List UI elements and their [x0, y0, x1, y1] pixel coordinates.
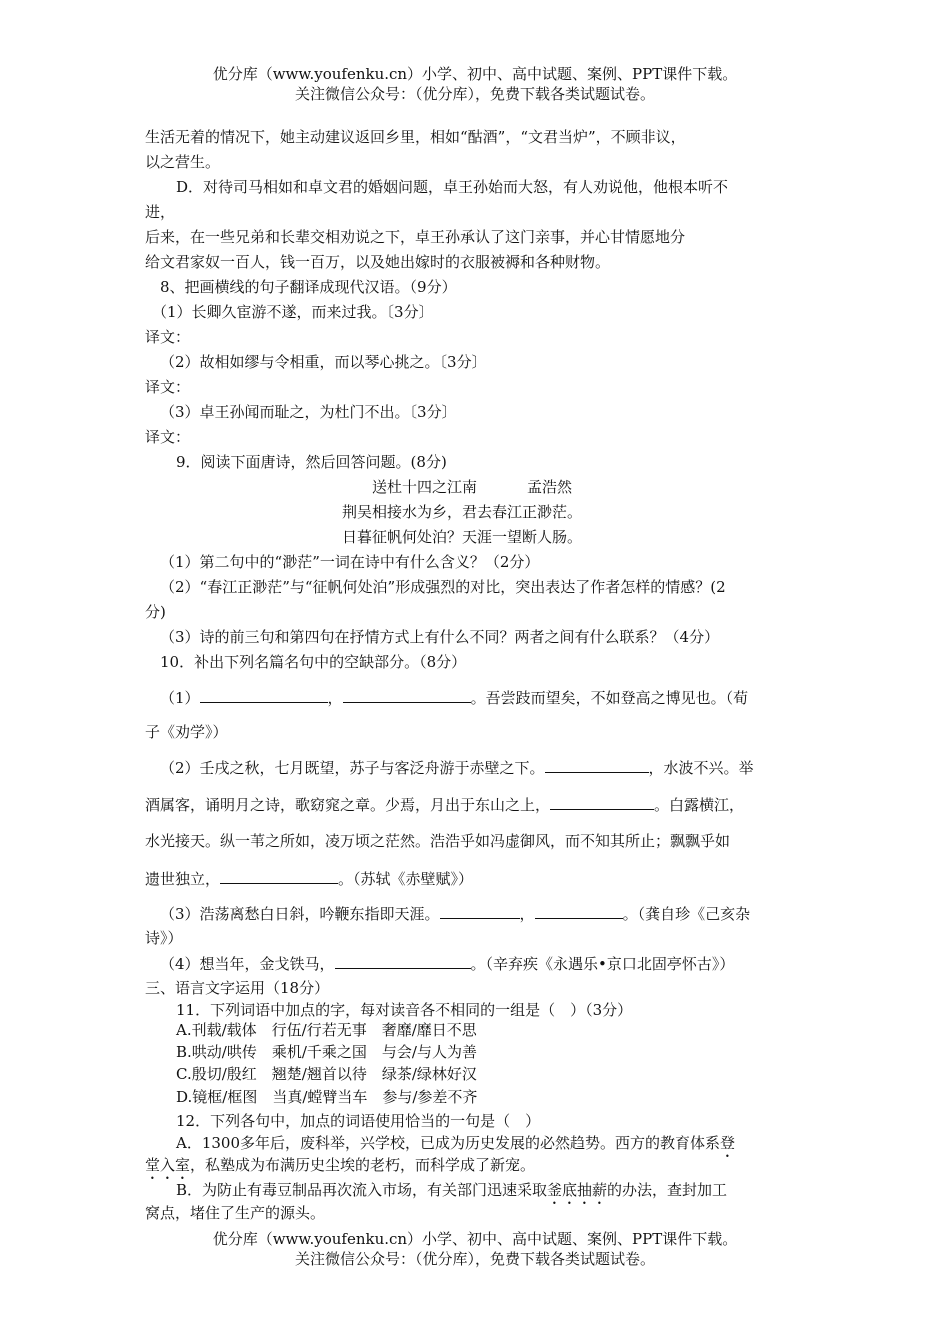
q10-sub-2-line-3: 水光接天。纵一苇之所如，凌万顷之茫然。浩浩乎如冯虚御风，而不知其所止；飘飘乎如 [145, 832, 731, 850]
q10-sub-3-separator: ， [519, 905, 535, 923]
q10-sub-1-line-2: 子《劝学》） [145, 723, 228, 741]
q8-answer-label-1: 译文： [145, 328, 191, 346]
poem-line-2: 日暮征帆何处泊？天涯一望断人肠。 [342, 528, 583, 546]
q11-option-b: B.哄动/哄传 乘机/千乘之国 与会/与人为善 [176, 1043, 477, 1061]
q9-sub-2-line-2: 分) [145, 603, 166, 621]
q12-b-text: B．为防止有毒豆制品再次流入市场，有关部门迅速采取 [176, 1181, 548, 1199]
answer-blank[interactable] [335, 953, 471, 969]
q10-sub-4 [160, 953, 734, 974]
q8-sentence-3: （3）卓王孙闻而耻之，为杜门不出。〔3分〕 [160, 403, 457, 421]
q10-title: 10．补出下列名篇名句中的空缺部分。（8分） [160, 653, 467, 671]
q11-option-d: D.镜框/框图 当真/螳臂当车 参与/参差不齐 [176, 1088, 478, 1106]
answer-blank[interactable] [440, 903, 520, 919]
answer-blank[interactable] [545, 757, 649, 773]
q7-d-line-3: 后来，在一些兄弟和长辈交相劝说之下，卓王孙承认了这门亲事，并心甘情愿地分 [145, 228, 686, 246]
q12-a-dotted-phrase: 堂入室 [145, 1156, 191, 1174]
q10-sub-2-line-1 [160, 757, 754, 778]
page-header [0, 64, 950, 104]
q10-sub-3-line-1 [160, 903, 750, 924]
q11-option-c: C.殷切/殷红 翘楚/翘首以待 绿茶/绿林好汉 [176, 1065, 477, 1083]
answer-blank[interactable] [220, 868, 338, 884]
q7-d-line-4: 给文君家奴一百人，钱一百万，以及她出嫁时的衣服被褥和各种财物。 [145, 253, 611, 271]
q9-sub-3: （3）诗的前三句和第四句在抒情方式上有什么不同？两者之间有什么联系？（4分） [160, 628, 720, 646]
q12-b-dotted-phrase: 釜底抽薪 [547, 1181, 608, 1199]
footer-line-1: 优分库（www.youfenku.cn）小学、初中、高中试题、案例、PPT课件下载。 [212, 1230, 738, 1248]
section-3-title: 三、语言文字运用（18分） [145, 979, 330, 997]
q12-a-dotted-char: 登 [720, 1134, 736, 1152]
q12-option-b-line-2: 窝点，堵住了生产的源头。 [145, 1204, 326, 1222]
header-line-2: 关注微信公众号：（优分库），免费下载各类试题试卷。 [294, 85, 655, 103]
answer-blank[interactable] [535, 903, 623, 919]
q8-title: 8、把画横线的句子翻译成现代汉语。（9分） [160, 278, 457, 296]
q10-sub-2-l4-suffix: 。（苏轼《赤壁赋》） [338, 870, 474, 888]
footer-line-2: 关注微信公众号：（优分库），免费下载各类试题试卷。 [294, 1250, 655, 1268]
q10-sub-2-line-2 [145, 794, 744, 815]
q7-d-line-2: 进， [145, 203, 176, 221]
q10-sub-4-prefix: （4）想当年，金戈铁马， [160, 955, 335, 973]
q11-title: 11．下列词语中加点的字，每对读音各不相同的一组是（ ）（3分） [176, 1001, 633, 1019]
answer-blank[interactable] [200, 687, 328, 703]
q10-sub-2-l1-prefix: （2）壬戌之秋，七月既望，苏子与客泛舟游于赤壁之下。 [160, 759, 545, 777]
q11-option-a: A.刊载/载体 行伍/行若无事 奢靡/靡日不思 [176, 1021, 477, 1039]
q10-sub-1-line-1 [160, 687, 748, 708]
q10-sub-1-prefix: （1） [160, 689, 200, 707]
q10-sub-1-separator: ， [327, 689, 343, 707]
q10-sub-2-l2-prefix: 酒属客，诵明月之诗，歌窈窕之章。少焉，月出于东山之上， [145, 796, 551, 814]
q10-sub-2-line-4 [145, 868, 473, 889]
page-footer [0, 1229, 950, 1269]
q9-title: 9．阅读下面唐诗，然后回答问题。(8分) [176, 453, 447, 471]
q8-answer-label-3: 译文： [145, 428, 191, 446]
answer-blank[interactable] [550, 794, 654, 810]
q10-sub-4-suffix: 。（辛弃疾《永遇乐•京口北固亭怀古》） [470, 955, 735, 973]
q9-sub-2-line-1: （2）“春江正渺茫”与“征帆何处泊”形成强烈的对比，突出表达了作者怎样的情感？(2 [160, 578, 726, 596]
poem-line-1: 荆吴相接水为乡，君去春江正渺茫。 [342, 503, 583, 521]
q10-sub-1-suffix: 。吾尝跂而望矣，不如登高之博见也。（荀 [470, 689, 749, 707]
q8-sentence-1: （1）长卿久宦游不遂，而来过我。〔3分〕 [152, 303, 434, 321]
q8-answer-label-2: 译文： [145, 378, 191, 396]
q9-sub-1: （1）第二句中的“渺茫”一词在诗中有什么含义？（2分） [160, 553, 540, 571]
poem-title: 送杜十四之江南 [372, 478, 478, 496]
q12-b-text-2: 的办法，查封加工 [607, 1181, 728, 1199]
q7-c-line-2: 以之营生。 [145, 153, 221, 171]
header-line-1: 优分库（www.youfenku.cn）小学、初中、高中试题、案例、PPT课件下载。 [212, 65, 738, 83]
q10-sub-3-suffix: 。（龚自珍《己亥杂 [622, 905, 751, 923]
q10-sub-2-l1-suffix: ，水波不兴。举 [648, 759, 754, 777]
q8-sentence-2: （2）故相如缪与令相重，而以琴心挑之。〔3分〕 [160, 353, 487, 371]
q10-sub-2-l4-prefix: 遗世独立， [145, 870, 221, 888]
q10-sub-3-prefix: （3）浩荡离愁白日斜，吟鞭东指即天涯。 [160, 905, 440, 923]
poem-author: 孟浩然 [527, 478, 573, 496]
q10-sub-3-line-2: 诗》） [145, 929, 183, 947]
q12-title: 12．下列各句中，加点的词语使用恰当的一句是（ ） [176, 1112, 541, 1130]
q12-option-a-line-2 [145, 1155, 535, 1183]
q10-sub-2-l2-suffix: 。白露横江， [654, 796, 745, 814]
answer-blank[interactable] [343, 687, 471, 703]
q7-d-line-1: D．对待司马相如和卓文君的婚姻问题，卓王孙始而大怒，有人劝说他，他根本听不 [176, 178, 729, 196]
q12-a-text: A．1300多年后，废科举，兴学校，已成为历史发展的必然趋势。西方的教育体系 [176, 1134, 721, 1152]
q12-a-text-2: ，私塾成为布满历史尘埃的老朽，而科学成了新宠。 [190, 1156, 536, 1174]
q7-c-line-1: 生活无着的情况下，她主动建议返回乡里，相如“酤酒”，“文君当炉”，不顾非议， [145, 128, 686, 146]
